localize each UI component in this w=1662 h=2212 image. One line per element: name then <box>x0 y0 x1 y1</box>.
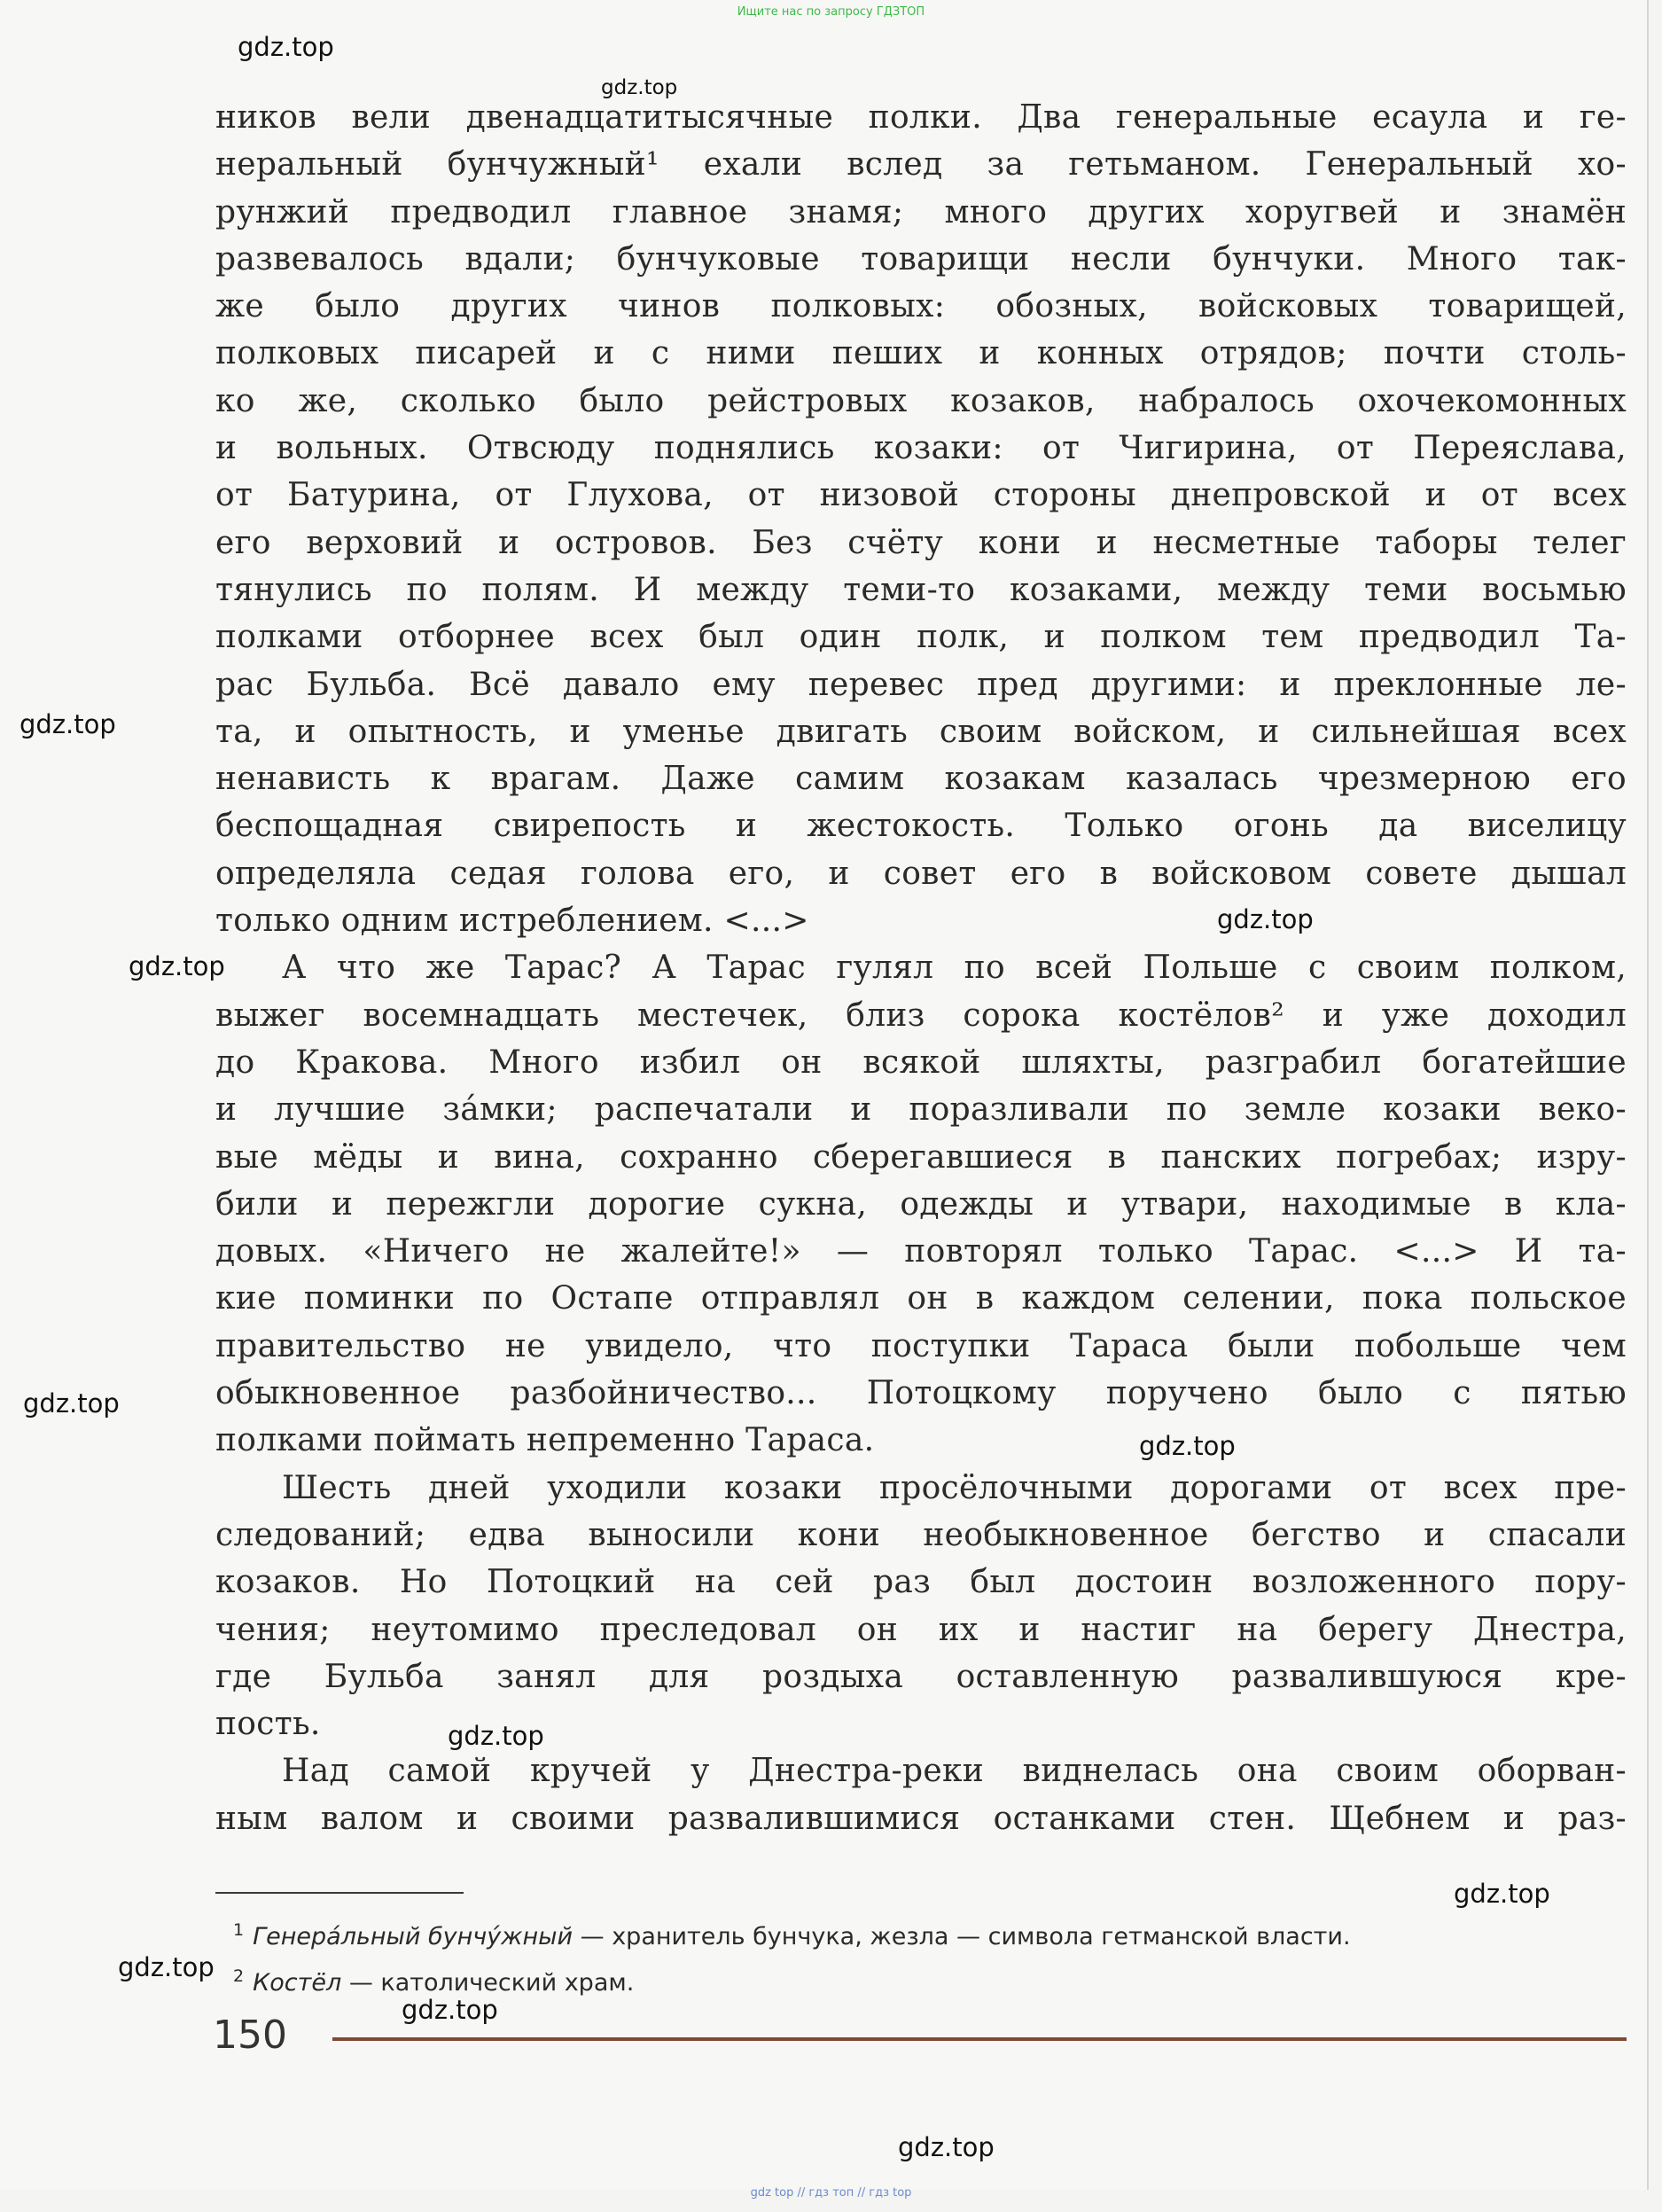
text-line: били и пережгли дорогие сукна, одежды и утвари, находимые в кла- <box>215 1185 1627 1223</box>
text-line: довых. «Ничего не жалейте!» — повторял только Тарас. <...> И та- <box>215 1233 1627 1270</box>
paragraph-3 <box>215 1465 1627 1748</box>
text-line: и вольных. Отвсюду поднялись козаки: от Чигирина, от Переяслава, <box>215 430 1627 467</box>
paragraph-2 <box>215 944 1627 1464</box>
text-line: козаков. Но Потоцкий на сей раз был достоин возложенного пору- <box>215 1564 1627 1601</box>
text-line: ников вели двенадцатитысячные полки. Два генеральные есаула и ге- <box>215 99 1627 136</box>
footnote-1 <box>233 1911 1634 1957</box>
text-column <box>215 94 1627 1842</box>
text-line: полковых писарей и с ними пеших и конных отрядов; почти столь- <box>215 335 1627 372</box>
watermark: gdz.top <box>1454 1879 1550 1909</box>
paragraph-1 <box>215 94 1627 944</box>
watermark: gdz.top <box>23 1388 120 1419</box>
text-line: от Батурина, от Глухова, от низовой стороны днепровской и от всех <box>215 477 1627 514</box>
text-line: выжег восемнадцать местечек, близ сорока костёлов² и уже доходил <box>215 997 1627 1034</box>
text-line: следований; едва выносили кони необыкновенное бегство и спасали <box>215 1516 1627 1553</box>
footnote-mark: 2 <box>233 1966 245 1986</box>
watermark: gdz.top <box>1217 904 1314 934</box>
text-line: кие поминки по Остапе отправлял он в каждом селении, пока польское <box>215 1280 1627 1317</box>
footnote-term: Генера́льный бунчу́жный <box>253 1923 574 1950</box>
watermark: gdz.top <box>238 32 334 62</box>
text-line: обыкновенное разбойничество... Потоцкому поручено было с пятью <box>215 1375 1627 1412</box>
text-line: тянулись по полям. И между теми-то козаками, между теми восьмью <box>215 571 1627 608</box>
page-number: 150 <box>213 2013 287 2058</box>
watermark: gdz.top <box>20 709 116 739</box>
footnote-term: Костёл <box>253 1969 342 1997</box>
text-line: правительство не увидело, что поступки Тараса были побольше чем <box>215 1327 1627 1364</box>
footnote-text: — католический храм. <box>341 1969 635 1997</box>
text-line: только одним истреблением. <...> <box>215 903 809 940</box>
watermark: gdz.top <box>448 1721 544 1751</box>
text-line: чения; неутомимо преследовал он их и настиг на берегу Днестра, <box>215 1611 1627 1648</box>
text-line: его верховий и островов. Без счёту кони и несметные таборы телег <box>215 524 1627 561</box>
watermark: gdz.top <box>118 1952 215 1982</box>
text-line: Над самой кручей у Днестра-реки виднелась она своим оборван- <box>282 1753 1627 1790</box>
text-line: рас Бульба. Всё давало ему перевес пред другими: и преклонные ле- <box>215 666 1627 703</box>
footnote-divider <box>215 1892 464 1894</box>
page-number-rule <box>332 2037 1627 2041</box>
text-line: та, и опытность, и уменье двигать своим войском, и сильнейшая всех <box>215 713 1627 750</box>
text-line: ным валом и своими развалившимися останками стен. Щебнем и раз- <box>215 1800 1627 1837</box>
text-line: до Кракова. Много избил он всякой шляхты, разграбил богатейшие <box>215 1043 1627 1081</box>
text-line: ко же, сколько было рейстровых козаков, набралось охочекомонных <box>215 382 1627 419</box>
text-line: развевалось вдали; бунчуковые товарищи несли бунчуки. Много так- <box>215 240 1627 277</box>
footnote-mark: 1 <box>233 1920 245 1940</box>
paragraph-4 <box>215 1747 1627 1842</box>
footnote-text: — хранитель бунчука, жезла — символа гетманской власти. <box>573 1923 1351 1950</box>
text-line: и лучшие за́мки; распечатали и поразливали по земле козаки веко- <box>215 1091 1627 1129</box>
text-line: определяла седая голова его, и совет его в войсковом совете дышал <box>215 855 1627 892</box>
footnotes <box>233 1911 1634 2003</box>
text-line: ненависть к врагам. Даже самим козакам казалась чрезмерною его <box>215 761 1627 798</box>
text-line: Шесть дней уходили козаки просёлочными дорогами от всех пре- <box>282 1469 1627 1506</box>
watermark: gdz.top <box>129 951 225 981</box>
text-line: полками поймать непременно Тараса. <box>215 1422 875 1459</box>
watermark: gdz.top <box>402 1995 498 2025</box>
watermark: gdz.top <box>601 76 678 99</box>
watermark: gdz.top <box>898 2132 995 2162</box>
text-line: вые мёды и вина, сохранно сберегавшиеся в панских погребах; изру- <box>215 1138 1627 1176</box>
text-line: пость. <box>215 1706 321 1743</box>
text-line: А что же Тарас? А Тарас гулял по всей Польше с своим полком, <box>282 950 1627 987</box>
text-line: неральный бунчужный¹ ехали вслед за гетьманом. Генеральный хо- <box>215 146 1627 184</box>
text-line: же было других чинов полковых: обозных, войсковых товарищей, <box>215 288 1627 325</box>
text-line: где Бульба занял для роздыха оставленную развалившуюся кре- <box>215 1658 1627 1695</box>
text-line: беспощадная свирепость и жестокость. Только огонь да виселицу <box>215 808 1627 845</box>
watermark: gdz.top <box>1139 1431 1236 1461</box>
text-line: полками отборнее всех был один полк, и полком тем предводил Та- <box>215 619 1627 656</box>
top-banner[interactable]: Ищите нас по запросу ГДЗТОП <box>737 5 925 19</box>
bottom-banner[interactable]: gdz top // гдз топ // гдз top <box>750 2186 912 2200</box>
text-line: рунжий предводил главное знамя; много других хоругвей и знамён <box>215 193 1627 231</box>
